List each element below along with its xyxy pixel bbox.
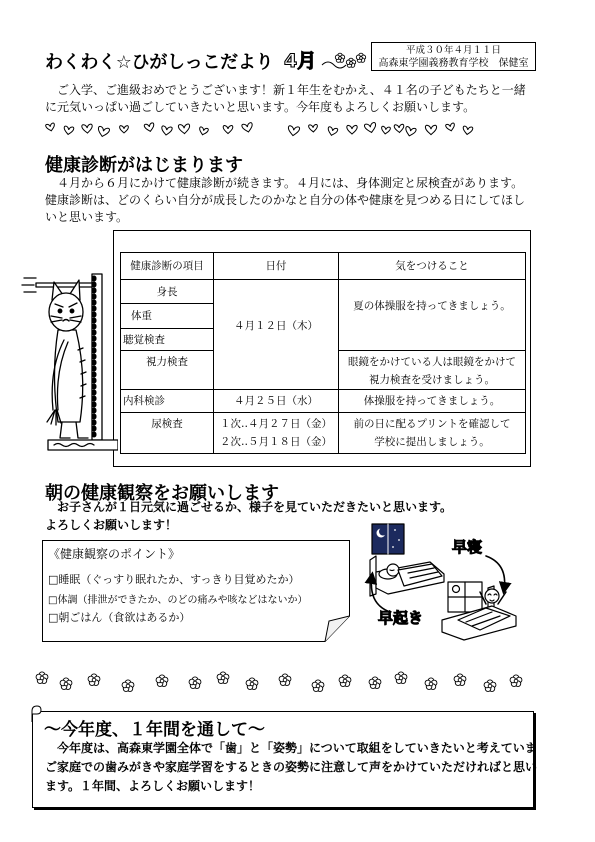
point-sleep: □睡眠（ぐっすり眠れたか、すっきり目覚めたか） <box>48 573 300 586</box>
intro-paragraph <box>45 82 526 116</box>
flower-icon <box>510 675 522 687</box>
heart-icon <box>178 124 190 134</box>
scroll-curl-decoration <box>26 705 42 723</box>
date-text: １次‥４月２７日（金） <box>219 418 332 430</box>
note-urine-test <box>339 413 526 454</box>
flower-icon <box>189 677 201 689</box>
flower-icon <box>369 677 381 689</box>
note-text: 眼鏡をかけている人は眼鏡をかけて <box>348 356 516 368</box>
morning-check-line: よろしくお願いします！ <box>45 518 178 532</box>
month-flower-decoration <box>320 49 368 73</box>
issuer-name: 高森東学園義務教育学校 保健室 <box>378 58 529 69</box>
heart-icon <box>161 126 172 136</box>
heart-icon <box>223 126 233 134</box>
flower-icon <box>217 672 229 684</box>
flower-icon <box>279 674 291 686</box>
yearly-goal-line: 今年度は、高森東学園全体で「歯」と「姿勢」について取組をしていきたいと考えていま <box>45 741 537 755</box>
flower-icon <box>484 680 496 692</box>
newsletter-title: わくわく☆ひがしっこだより <box>45 52 274 73</box>
flower-icon <box>156 675 168 687</box>
heart-icon <box>425 125 436 134</box>
flower-icon <box>454 674 466 686</box>
early-to-rise-label: 早起き <box>378 609 424 627</box>
heart-icon <box>445 123 455 132</box>
item-internal-exam: 内科検診 <box>121 390 214 413</box>
heart-icon <box>63 126 74 135</box>
item-text: 視力検査 <box>146 356 188 368</box>
flower-icon <box>88 674 100 686</box>
morning-check-line: お子さんが１日元気に過ごせるか、様子を見ていただきたいと思います。 <box>45 500 453 514</box>
newsletter-month: 4月 <box>284 50 317 72</box>
heart-icon <box>120 126 129 133</box>
issue-info-box <box>371 42 536 71</box>
heart-icon <box>462 126 473 135</box>
heart-icon <box>404 126 416 137</box>
checkup-line: いと思います。 <box>45 210 129 224</box>
heart-icon <box>309 124 318 132</box>
note-text: 視力検査を受けましょう。 <box>369 374 495 386</box>
note-text: 学校に提出しましょう。 <box>374 436 490 448</box>
heart-icon <box>364 122 377 133</box>
flower-icon <box>312 680 324 692</box>
heart-icon <box>394 124 404 133</box>
flower-icon <box>36 672 48 684</box>
checkup-paragraph <box>45 175 525 226</box>
date-internal-exam: ４月２５日（水） <box>214 390 339 413</box>
flower-icon <box>346 58 355 67</box>
note-text: 夏の体操服を持ってきましょう。 <box>353 300 511 312</box>
intro-line: ご入学、ご進級おめでとうございます！新１年生をむかえ、４１名の子どもたちと一緒 <box>45 83 526 97</box>
flower-icon <box>339 675 351 687</box>
yearly-goal-line: ます。１年間、よろしくお願いします！ <box>45 779 261 793</box>
item-vision <box>121 351 214 390</box>
yearly-goal-heading: ～今年度、１年間を通して～ <box>44 720 265 740</box>
flower-icon <box>246 678 258 690</box>
morning-check-heading: 朝の健康観察をお願いします <box>45 483 279 504</box>
flower-icon <box>425 678 437 690</box>
date-body-measurement <box>214 280 339 390</box>
flower-icon <box>356 53 365 62</box>
note-text: 前の日に配るプリントを確認して <box>353 418 511 430</box>
checkup-heading: 健康診断がはじまります <box>45 155 243 176</box>
header-date: 日付 <box>214 253 339 280</box>
heart-icon <box>242 122 254 133</box>
intro-line: に元気いっぱい過ごしていきたいと思います。今年度もよろしくお願いします。 <box>45 100 476 114</box>
heart-divider <box>40 119 480 141</box>
flower-divider <box>30 668 530 696</box>
heart-icon <box>82 124 93 133</box>
heart-icon <box>97 126 110 138</box>
yearly-goal-paragraph <box>45 739 537 796</box>
heart-icon <box>45 123 55 132</box>
flower-icon <box>335 53 344 62</box>
point-breakfast: □朝ごはん（食欲はあるか） <box>48 611 191 624</box>
yearly-goal-line: ご家庭での歯みがきや家庭学習をするときの姿勢に注意して声をかけていただければと思い <box>45 760 538 774</box>
date-urine-test <box>214 413 339 454</box>
date-text: ２次‥５月１８日（金） <box>219 436 332 448</box>
note-glasses <box>339 351 526 390</box>
height-measurement-icon <box>18 270 118 460</box>
heart-icon <box>381 126 391 134</box>
checkup-schedule-table <box>120 252 526 454</box>
issue-date: 平成３０年４月１１日 <box>405 45 501 56</box>
heart-icon <box>144 123 155 133</box>
heart-icon <box>198 127 208 136</box>
flower-icon <box>395 672 407 684</box>
item-urine-test <box>121 413 214 454</box>
date-text: ４月１２日（木） <box>234 320 318 332</box>
point-condition: □体調（排泄ができたか、のどの痛みや咳などはないか） <box>48 595 308 606</box>
heart-icon <box>287 126 299 137</box>
heart-icon <box>327 126 338 136</box>
note-gym-clothes-summer <box>339 280 526 351</box>
item-hearing: 聴覚検査 <box>121 329 214 351</box>
note-gym-clothes: 体操服を持ってきましょう。 <box>339 390 526 413</box>
flower-icon <box>60 678 72 690</box>
header-item: 健康診断の項目 <box>121 253 214 280</box>
points-title: 《健康観察のポイント》 <box>48 547 181 561</box>
item-text: 尿検査 <box>151 418 183 430</box>
checkup-line: 健康診断は、どのくらい自分が成長したのかなと自分の体や健康を見つめる日にしてほし <box>45 193 526 207</box>
heart-icon <box>347 125 357 134</box>
early-to-bed-label: 早寝 <box>452 538 483 556</box>
item-height: 身長 <box>121 280 214 304</box>
checkup-line: ４月から６月にかけて健康診断が続きます。４月には、身体測定と尿検査があります。 <box>45 176 524 190</box>
flower-icon <box>122 680 134 692</box>
header-notes: 気をつけること <box>339 253 526 280</box>
item-weight: 体重 <box>121 304 214 329</box>
